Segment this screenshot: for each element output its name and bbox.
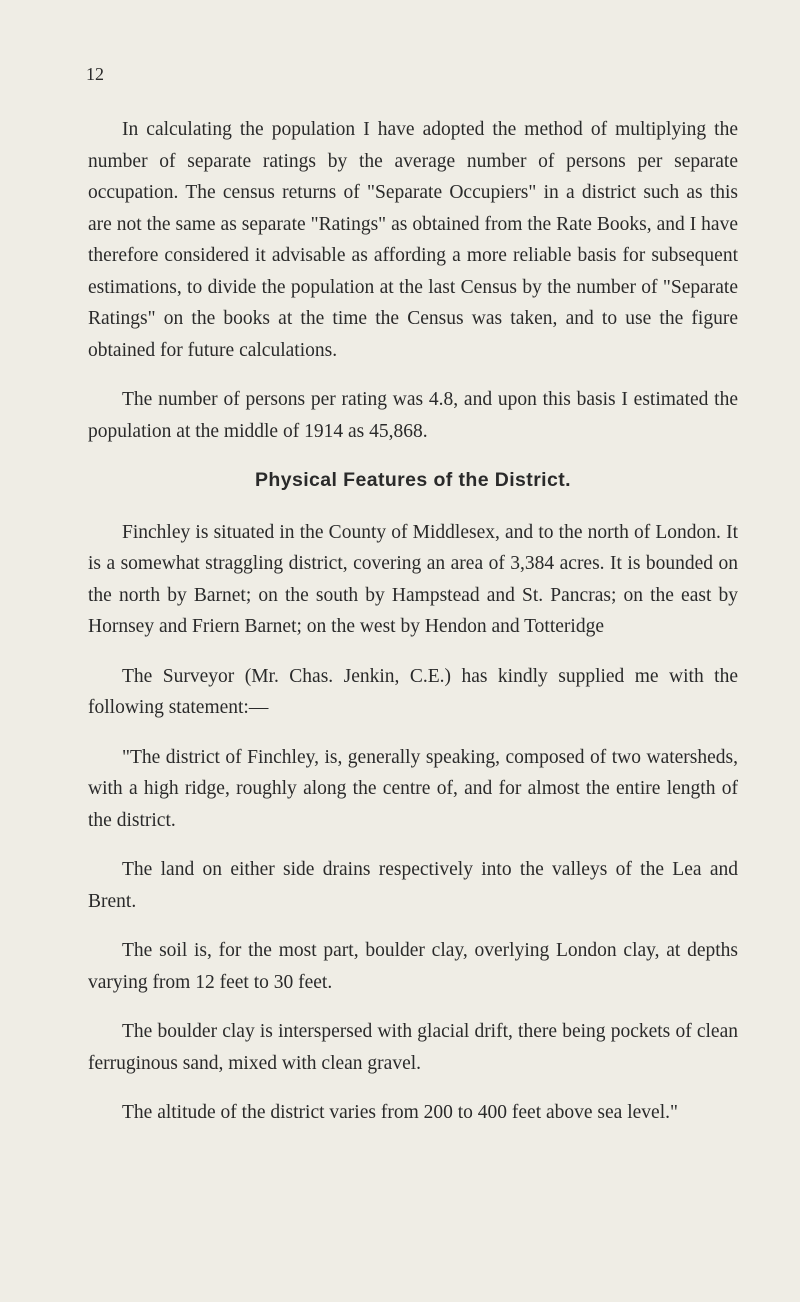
paragraph-location: Finchley is situated in the County of Middlesex, and to the north of London. It is a somewhat straggling district, covering an area of 3,384 acres. It is bounded on the north by Barnet; on the south by Hampstead and St. Pancras; on the east by Hornsey and Friern Barnet; on the west by Hendon and Totteridge xyxy=(88,521,738,637)
paragraph-population-estimate: The number of persons per rating was 4.8, and upon this basis I estimated the population at the middle of 1914 as 45,868. xyxy=(88,389,738,442)
paragraph-altitude: The altitude of the district varies from 200 to 400 feet above sea level." xyxy=(122,1102,678,1123)
page-number: 12 xyxy=(86,64,104,84)
paragraph-boulder-clay: The boulder clay is interspersed with glacial drift, there being pockets of clean ferruginous sand, mixed with clean gravel. xyxy=(88,1021,738,1074)
section-heading: Physical Features of the District. xyxy=(255,469,571,491)
paragraph-soil: The soil is, for the most part, boulder clay, overlying London clay, at depths varying from 12 feet to 30 feet. xyxy=(88,940,738,993)
paragraph-drainage: The land on either side drains respectively into the valleys of the Lea and Brent. xyxy=(88,859,738,912)
paragraph-population-method: In calculating the population I have adopted the method of multiplying the number of separate ratings by the average number of persons per separate occupation. The census returns of "Separate Occupiers" in a district such as this are not the same as separate "Ratings" as obtained from the Rate Books, and I have therefore considered it advisable as affording a more reliable basis for subsequent estimations, to divide the population at the last Census by the number of "Separate Ratings" on the books at the time the Census was taken, and to use the figure obtained for future calculations. xyxy=(88,119,738,361)
paragraph-watersheds: "The district of Finchley, is, generally speaking, composed of two watersheds, with a high ridge, roughly along the centre of, and for almost the entire length of the district. xyxy=(88,746,738,831)
paragraph-surveyor: The Surveyor (Mr. Chas. Jenkin, C.E.) has kindly supplied me with the following statement:— xyxy=(88,665,738,718)
body-text xyxy=(88,114,738,1147)
